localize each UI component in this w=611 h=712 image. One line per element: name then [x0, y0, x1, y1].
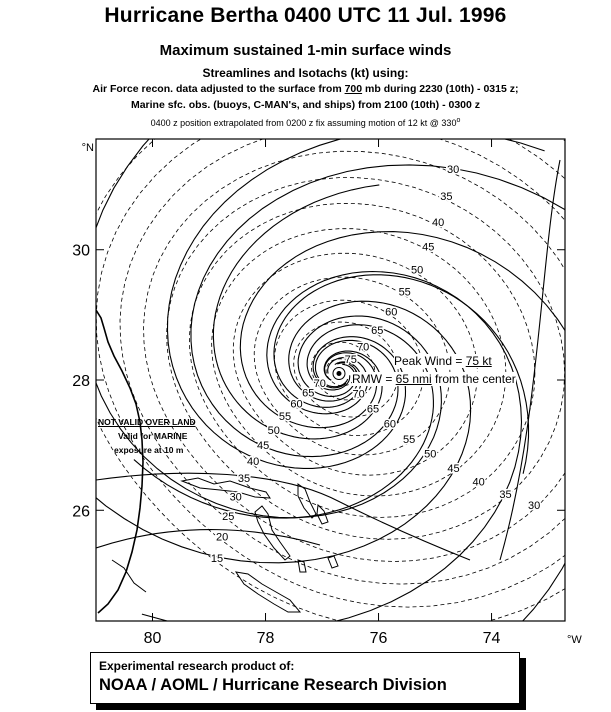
isotach-label: 25 [222, 511, 235, 524]
isotach-label: 50 [267, 424, 280, 437]
isotach-label: 55 [402, 433, 416, 446]
isotach-label: 30 [446, 164, 460, 177]
recon-level: 700 [344, 83, 363, 95]
lon-tick-label: 74 [482, 630, 501, 647]
chart-subtitle: Maximum sustained 1-min surface winds [159, 42, 452, 59]
isotach-label: 65 [302, 387, 315, 400]
rmw-value: 65 nmi [395, 372, 432, 386]
isotach-label: 60 [383, 418, 397, 431]
isotach-label: 50 [424, 448, 437, 461]
isotach-label: 60 [290, 398, 303, 411]
isotach-label: 40 [472, 476, 485, 489]
peak-wind-text: Peak Wind = [394, 354, 466, 368]
lon-tick-label: 76 [369, 630, 388, 647]
method-line: Streamlines and Isotachs (kt) using: [202, 66, 409, 80]
footer-line-2: NOAA / AOML / Hurricane Research Division [99, 676, 447, 694]
isotach-label: 55 [398, 286, 411, 299]
rmw-label [352, 372, 516, 386]
isotach-label: 75 [344, 353, 357, 366]
valid-for-marine-note: Valid for MARINE [118, 431, 188, 441]
isotach-label: 65 [371, 325, 384, 337]
isotach-label: 40 [431, 216, 445, 229]
chart-title: Hurricane Bertha 0400 UTC 11 Jul. 1996 [104, 4, 507, 27]
footer-line-1: Experimental research product of: [99, 659, 295, 673]
exposure-note: exposure at 10 m [114, 445, 184, 455]
footer-box [90, 652, 520, 704]
recon-post: mb during 2230 (10th) - 0315 z; [362, 83, 519, 95]
isotach-label: 35 [237, 473, 251, 486]
position-note-text: 0400 z position extrapolated from 0200 z fix assuming motion of 12 kt @ 330 [150, 118, 457, 128]
isotach-label: 45 [422, 241, 435, 254]
isotach-label: 50 [410, 264, 424, 277]
lon-tick-label: 80 [143, 630, 162, 647]
peak-wind-label [394, 354, 492, 368]
isotach-label: 45 [447, 463, 460, 475]
isotach-label: 30 [527, 500, 541, 513]
isotach-label: 15 [210, 553, 224, 566]
isotach-label: 40 [246, 455, 260, 468]
isotach-label: 70 [352, 388, 365, 401]
lat-tick-label: 30 [72, 242, 90, 260]
isotach-label: 70 [357, 341, 370, 354]
recon-pre: Air Force recon. data adjusted to the surface from [92, 83, 345, 95]
rmw-text: RMW = [352, 372, 396, 386]
marine-line: Marine sfc. obs. (buoys, C-MAN's, and ships) from 2100 (10th) - 0300 z [130, 99, 481, 111]
degree-mark: o [456, 117, 461, 124]
isotach-label: 30 [229, 491, 242, 504]
isotach-label: 35 [499, 488, 512, 501]
lat-tick-label: 26 [72, 503, 90, 521]
isotach-label: 20 [215, 531, 229, 544]
lon-tick-label: 78 [256, 630, 275, 647]
not-valid-over-land-note: NOT VALID OVER LAND [98, 417, 196, 427]
lat-axis-unit: °N [81, 142, 94, 154]
lat-tick-label: 28 [72, 373, 90, 390]
isotach-label: 55 [278, 411, 292, 424]
isotach-label: 45 [256, 439, 270, 452]
isotach-label: 70 [313, 377, 326, 390]
lon-axis-unit: °W [567, 634, 582, 646]
isotach-label: 35 [440, 191, 453, 203]
storm-center-dot [336, 371, 341, 376]
isotach-label: 60 [385, 306, 398, 319]
rmw-suffix: from the center [431, 372, 516, 386]
isotach-label: 65 [366, 403, 380, 416]
peak-wind-value: 75 kt [465, 354, 492, 368]
